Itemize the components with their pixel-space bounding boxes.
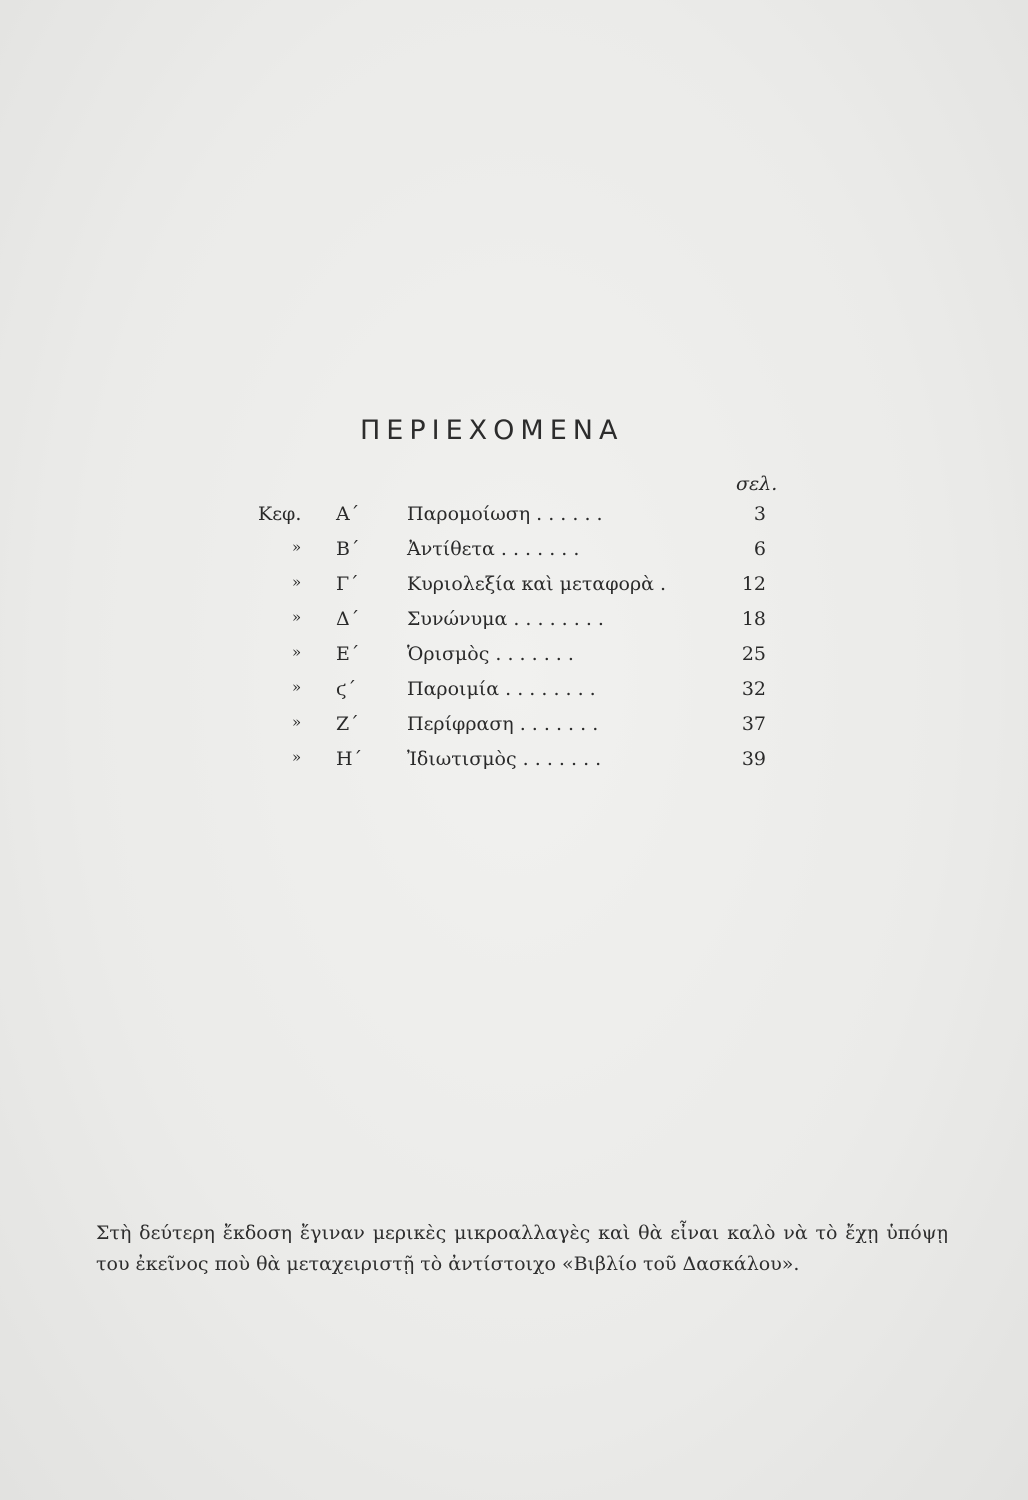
toc-row: [0, 678, 1028, 712]
toc-chapter-letter: Δ΄: [336, 608, 360, 630]
toc-ditto-mark: »: [292, 538, 302, 556]
edition-note: Στὴ δεύτερη ἔκδοση ἔγιναν μερικὲς μικροαλλαγὲς καὶ θὰ εἶναι καλὸ νὰ τὸ ἔχῃ ὑπόψῃ του ἐκεῖνος ποὺ θὰ μεταχειριστῇ τὸ ἀντίστοιχο «Βιβλίο τοῦ Δασκάλου».: [96, 1222, 948, 1275]
toc-chapter-letter: Α΄: [336, 503, 360, 525]
toc-topic: Περίφραση . . . . . . .: [407, 713, 599, 735]
toc-topic: Ἰδιωτισμὸς . . . . . . .: [407, 748, 602, 770]
toc-page-number: 39: [741, 748, 766, 770]
toc-row: [0, 608, 1028, 642]
page-column-label: σελ.: [736, 473, 778, 495]
toc-chapter-letter: Ε΄: [336, 643, 360, 665]
toc-ditto-mark: »: [292, 713, 302, 731]
toc-row: [0, 643, 1028, 677]
toc-chapter-letter: Β΄: [336, 538, 360, 560]
toc-row: [0, 503, 1028, 537]
toc-row: [0, 573, 1028, 607]
toc-page-number: 32: [741, 678, 766, 700]
toc-row: [0, 538, 1028, 572]
toc-page-number: 37: [741, 713, 766, 735]
toc-page-number: 3: [753, 503, 766, 525]
toc-row: [0, 713, 1028, 747]
toc-chapter-letter: Γ΄: [336, 573, 359, 595]
toc-topic: Ἀντίθετα . . . . . . .: [407, 538, 580, 560]
toc-chapter-prefix: Κεφ.: [258, 503, 302, 525]
toc-page-number: 25: [741, 643, 766, 665]
toc-row: [0, 748, 1028, 782]
toc-ditto-mark: »: [292, 643, 302, 661]
toc-topic: Παρομοίωση . . . . . .: [407, 503, 603, 525]
toc-ditto-mark: »: [292, 608, 302, 626]
toc-chapter-letter: Η΄: [336, 748, 363, 770]
toc-ditto-mark: »: [292, 678, 302, 696]
page-title: ΠΕΡΙΕΧΟΜΕΝΑ: [360, 415, 624, 446]
toc-page-number: 12: [741, 573, 766, 595]
toc-chapter-letter: ϛ΄: [336, 678, 357, 700]
toc-topic: Συνώνυμα . . . . . . . .: [407, 608, 604, 630]
toc-page-number: 18: [741, 608, 766, 630]
toc-chapter-letter: Ζ΄: [336, 713, 359, 735]
toc-ditto-mark: »: [292, 748, 302, 766]
toc-topic: Ὁρισμὸς . . . . . . .: [407, 643, 574, 665]
toc-ditto-mark: »: [292, 573, 302, 591]
toc-topic: Κυριολεξία καὶ μεταφορὰ .: [407, 573, 667, 595]
toc-page-number: 6: [753, 538, 766, 560]
toc-topic: Παροιμία . . . . . . . .: [407, 678, 596, 700]
